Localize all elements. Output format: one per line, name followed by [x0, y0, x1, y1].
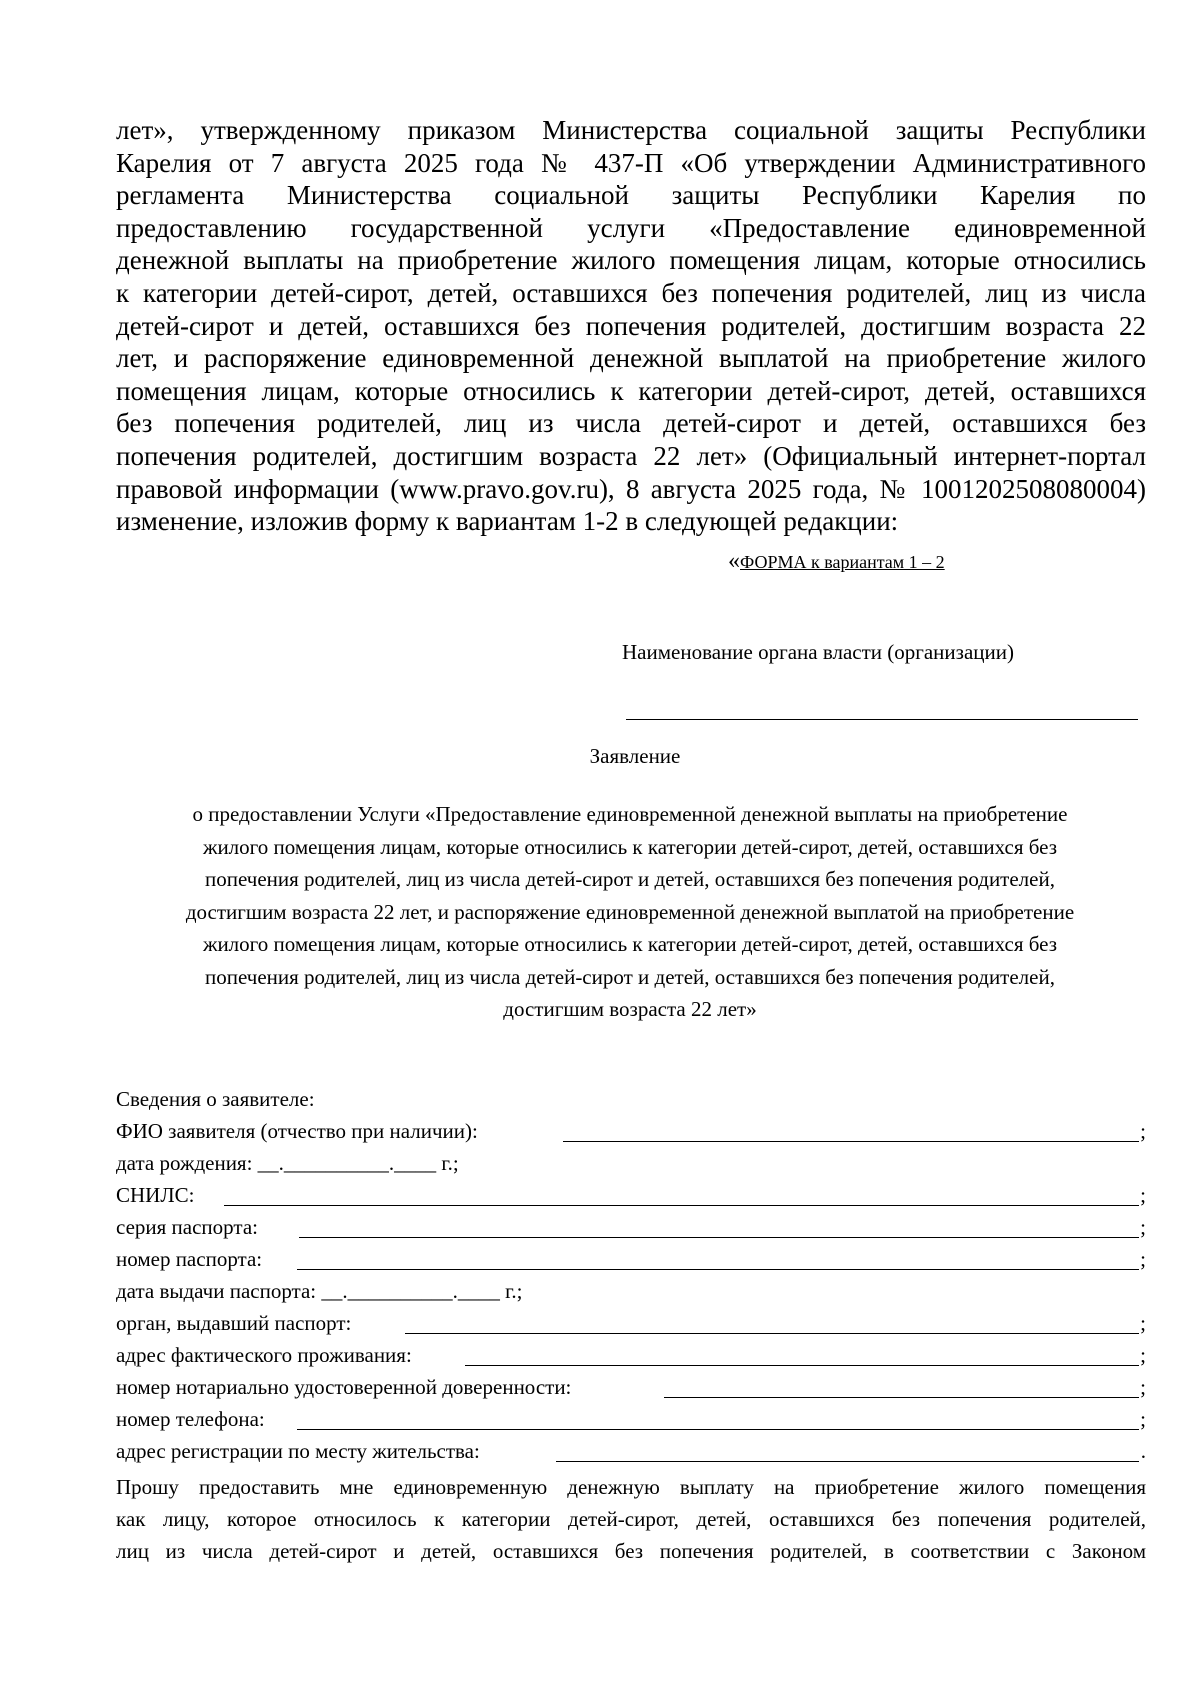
intro-line: к категории детей-сирот, детей, оставшихся без попечения родителей, лиц из числа — [116, 277, 1146, 308]
power-of-attorney-row — [116, 1375, 1146, 1403]
intro-line: Карелия от 7 августа 2025 года № 437-П «Об утверждении Административного — [116, 147, 1146, 178]
passport-series-row — [116, 1215, 1146, 1243]
passport-date-row — [116, 1279, 1146, 1307]
actual-address-label: адрес фактического проживания: — [116, 1343, 412, 1367]
request-paragraph — [116, 1471, 1146, 1567]
actual-address-field[interactable] — [465, 1365, 1139, 1366]
passport-series-field[interactable] — [299, 1237, 1139, 1238]
applicant-heading: Сведения о заявителе: — [116, 1087, 315, 1111]
passport-issuer-label: орган, выдавший паспорт: — [116, 1311, 352, 1335]
power-of-attorney-field[interactable] — [664, 1397, 1139, 1398]
intro-paragraph — [116, 114, 1146, 538]
application-line: о предоставлении Услуги «Предоставление единовременной денежной выплаты на приобретение — [192, 802, 1068, 826]
intro-line: лет», утвержденному приказом Министерства социальной защиты Республики — [116, 115, 1146, 145]
request-line: Прошу предоставить мне единовременную денежную выплату на приобретение жилого помещения — [116, 1475, 1146, 1499]
power-of-attorney-label: номер нотариально удостоверенной доверенности: — [116, 1375, 572, 1399]
power-of-attorney-end: ; — [1140, 1375, 1146, 1399]
birth-date-field[interactable]: дата рождения: __.__________.____ г.; — [116, 1151, 459, 1175]
fio-label: ФИО заявителя (отчество при наличии): — [116, 1119, 478, 1143]
registration-address-field[interactable] — [556, 1461, 1139, 1462]
phone-field[interactable] — [297, 1429, 1139, 1430]
snils-row — [116, 1183, 1146, 1211]
intro-line: правовой информации (www.pravo.gov.ru), 8 августа 2025 года, № 1001202508080004) — [116, 473, 1146, 504]
application-title: Заявление — [589, 744, 681, 768]
snils-end: ; — [1140, 1183, 1146, 1207]
organization-input-line[interactable] — [626, 719, 1138, 720]
passport-issuer-end: ; — [1140, 1311, 1146, 1335]
fio-end: ; — [1140, 1119, 1146, 1143]
forma-quote: « — [728, 548, 740, 574]
intro-line: без попечения родителей, лиц из числа детей-сирот и детей, оставшихся без — [116, 408, 1146, 439]
passport-number-end: ; — [1140, 1247, 1146, 1271]
passport-number-label: номер паспорта: — [116, 1247, 263, 1271]
registration-address-label: адрес регистрации по месту жительства: — [116, 1439, 480, 1463]
snils-field[interactable] — [224, 1205, 1139, 1206]
intro-line: денежной выплаты на приобретение жилого помещения лицам, которые относились — [116, 245, 1146, 276]
passport-issuer-field[interactable] — [405, 1333, 1139, 1334]
application-line: попечения родителей, лиц из числа детей-сирот и детей, оставшихся без попечения родителей, — [205, 867, 1055, 891]
actual-address-end: ; — [1140, 1343, 1146, 1367]
intro-line: предоставлению государственной услуги «Предоставление единовременной — [116, 212, 1146, 243]
passport-number-field[interactable] — [297, 1269, 1139, 1270]
intro-line: попечения родителей, достигшим возраста 22 лет» (Официальный интернет-портал — [116, 440, 1146, 471]
registration-address-end: . — [1140, 1439, 1146, 1463]
intro-line: детей-сирот и детей, оставшихся без попечения родителей, достигшим возраста 22 — [116, 310, 1146, 341]
fio-row — [116, 1119, 1146, 1147]
application-line: жилого помещения лицам, которые относились к категории детей-сирот, детей, оставшихся без — [202, 932, 1058, 956]
passport-date-field[interactable]: дата выдачи паспорта: __.__________.____ г.; — [116, 1279, 523, 1303]
application-line: попечения родителей, лиц из числа детей-сирот и детей, оставшихся без попечения родителей, — [205, 964, 1055, 989]
passport-number-row — [116, 1247, 1146, 1275]
registration-address-row — [116, 1439, 1146, 1467]
phone-end: ; — [1140, 1407, 1146, 1431]
birth-date-row — [116, 1151, 1146, 1179]
passport-series-end: ; — [1140, 1215, 1146, 1239]
fio-field[interactable] — [563, 1141, 1139, 1142]
phone-row — [116, 1407, 1146, 1435]
actual-address-row — [116, 1343, 1146, 1371]
forma-text: ФОРМА к вариантам 1 – 2 — [740, 552, 945, 572]
forma-label — [728, 548, 945, 575]
request-line: лиц из числа детей-сирот и детей, оставшихся без попечения родителей, в соответствии с Законом — [116, 1539, 1146, 1563]
snils-label: СНИЛС: — [116, 1183, 195, 1207]
intro-line: изменение, изложив форму к вариантам 1-2 в следующей редакции: — [116, 506, 899, 537]
application-description — [110, 798, 1150, 1026]
application-line: достигшим возраста 22 лет, и распоряжение единовременной денежной выплатой на приобретение — [185, 899, 1075, 924]
applicant-heading-row — [116, 1087, 1146, 1115]
intro-line: лет, и распоряжение единовременной денежной выплатой на приобретение жилого — [116, 343, 1146, 374]
application-line: жилого помещения лицам, которые относились к категории детей-сирот, детей, оставшихся без — [202, 834, 1058, 859]
phone-label: номер телефона: — [116, 1407, 265, 1431]
passport-series-label: серия паспорта: — [116, 1215, 258, 1239]
passport-issuer-row — [116, 1311, 1146, 1339]
application-line: достигшим возраста 22 лет» — [503, 997, 757, 1021]
intro-line: помещения лицам, которые относились к категории детей-сирот, детей, оставшихся — [116, 375, 1146, 406]
intro-line: регламента Министерства социальной защиты Республики Карелия по — [116, 180, 1146, 211]
organization-label: Наименование органа власти (организации) — [622, 640, 1014, 664]
request-line: как лицу, которое относилось к категории детей-сирот, детей, оставшихся без попечения родителей, — [116, 1507, 1146, 1531]
